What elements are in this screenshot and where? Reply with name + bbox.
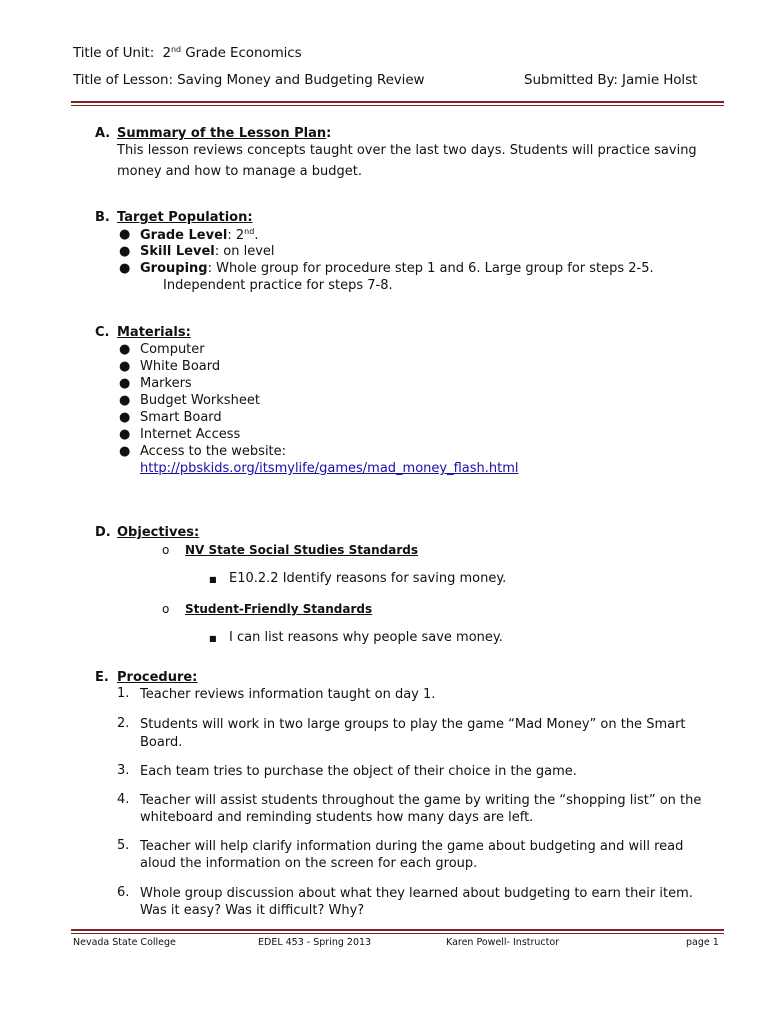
footer-instructor: Karen Powell- Instructor: [446, 937, 560, 948]
step-text: Teacher reviews information taught on day 1.: [140, 687, 436, 702]
section-e-title: Procedure:: [117, 670, 198, 685]
material-item: Markers: [140, 376, 192, 391]
circle-bullet-icon: o: [162, 602, 170, 616]
header-divider-thin: [71, 105, 724, 106]
bullet-icon: ●: [119, 342, 131, 357]
nv-standard-item: E10.2.2 Identify reasons for saving money.: [229, 571, 507, 586]
section-d-letter: D.: [95, 525, 111, 540]
header-divider: [71, 101, 724, 103]
grouping-label: Grouping: [140, 261, 208, 276]
square-bullet-icon: ■: [209, 634, 217, 643]
skill-level-value: : on level: [214, 244, 275, 259]
step-number: 3.: [117, 763, 130, 778]
section-a-line-1: This lesson reviews concepts taught over the last two days. Students will practice saving: [117, 143, 697, 158]
section-c-title: Materials:: [117, 325, 191, 340]
grouping-item: [140, 261, 654, 276]
step-text: Teacher will help clarify information during the game about budgeting and will read: [140, 839, 684, 854]
student-standard-item: I can list reasons why people save money.: [229, 630, 503, 645]
grade-level-suffix: nd: [244, 227, 255, 236]
step-text: Each team tries to purchase the object of their choice in the game.: [140, 764, 577, 779]
bullet-icon: ●: [119, 359, 131, 374]
bullet-icon: ●: [119, 410, 131, 425]
square-bullet-icon: ■: [209, 575, 217, 584]
section-b-title: Target Population:: [117, 210, 253, 225]
step-text-cont: Board.: [140, 735, 183, 750]
submitted-by: Submitted By: Jamie Holst: [524, 72, 698, 88]
footer-divider: [71, 929, 724, 931]
material-item: Access to the website:: [140, 444, 287, 459]
section-d-title: Objectives:: [117, 525, 200, 540]
section-a-colon: :: [326, 126, 332, 141]
bullet-icon: ●: [119, 244, 131, 259]
website-link[interactable]: http://pbskids.org/itsmylife/games/mad_money_flash.html: [140, 461, 519, 476]
grade-level-value: : 2: [227, 228, 245, 243]
section-a-title: Summary of the Lesson Plan: [117, 126, 327, 141]
step-number: 4.: [117, 792, 130, 807]
material-item: White Board: [140, 359, 221, 374]
step-text-cont: aloud the information on the screen for each group.: [140, 856, 478, 871]
step-number: 6.: [117, 885, 130, 900]
footer-page-number: page 1: [686, 937, 719, 948]
bullet-icon: ●: [119, 376, 131, 391]
material-item: Smart Board: [140, 410, 222, 425]
unit-label: Title of Unit:: [73, 45, 155, 61]
step-text: Students will work in two large groups to play the game “Mad Money” on the Smart: [140, 717, 686, 732]
bullet-icon: ●: [119, 444, 131, 459]
footer-course: EDEL 453 - Spring 2013: [258, 937, 372, 948]
nv-standards-title: NV State Social Studies Standards: [185, 543, 418, 557]
lesson-title: [73, 72, 424, 88]
grouping-continued: Independent practice for steps 7-8.: [163, 278, 393, 293]
grade-level-item: [140, 227, 258, 243]
step-text-cont: whiteboard and reminding students how many days are left.: [140, 810, 534, 825]
step-text: Teacher will assist students throughout the game by writing the “shopping list” on the: [140, 793, 702, 808]
bullet-icon: ●: [119, 227, 131, 242]
skill-level-item: [140, 244, 275, 259]
step-number: 1.: [117, 686, 130, 701]
circle-bullet-icon: o: [162, 543, 170, 557]
grouping-value: : Whole group for procedure step 1 and 6. Large group for steps 2-5.: [207, 261, 654, 276]
grade-level-end: .: [254, 228, 259, 243]
section-a-letter: A.: [95, 126, 111, 141]
section-a-line-2: money and how to manage a budget.: [117, 164, 362, 179]
section-c-letter: C.: [95, 325, 110, 340]
material-item: Internet Access: [140, 427, 241, 442]
section-e-letter: E.: [95, 670, 109, 685]
footer-college: Nevada State College: [73, 937, 176, 948]
unit-grade: 2: [162, 45, 172, 61]
material-item: Budget Worksheet: [140, 393, 260, 408]
lesson-label: Title of Lesson:: [73, 72, 173, 88]
student-standards-title: Student-Friendly Standards: [185, 602, 373, 616]
unit-title: [73, 45, 302, 61]
footer-divider-thin: [71, 933, 724, 934]
bullet-icon: ●: [119, 393, 131, 408]
skill-level-label: Skill Level: [140, 244, 215, 259]
bullet-icon: ●: [119, 261, 131, 276]
section-a-heading: [117, 126, 331, 141]
unit-grade-suffix: nd: [171, 45, 181, 54]
step-text-cont: Was it easy? Was it difficult? Why?: [140, 903, 365, 918]
step-number: 2.: [117, 716, 130, 731]
step-number: 5.: [117, 838, 130, 853]
bullet-icon: ●: [119, 427, 131, 442]
material-item: Computer: [140, 342, 205, 357]
section-b-letter: B.: [95, 210, 110, 225]
unit-subject: Grade Economics: [185, 45, 302, 61]
lesson-name: Saving Money and Budgeting Review: [177, 72, 425, 88]
step-text: Whole group discussion about what they learned about budgeting to earn their item.: [140, 886, 693, 901]
grade-level-label: Grade Level: [140, 228, 228, 243]
